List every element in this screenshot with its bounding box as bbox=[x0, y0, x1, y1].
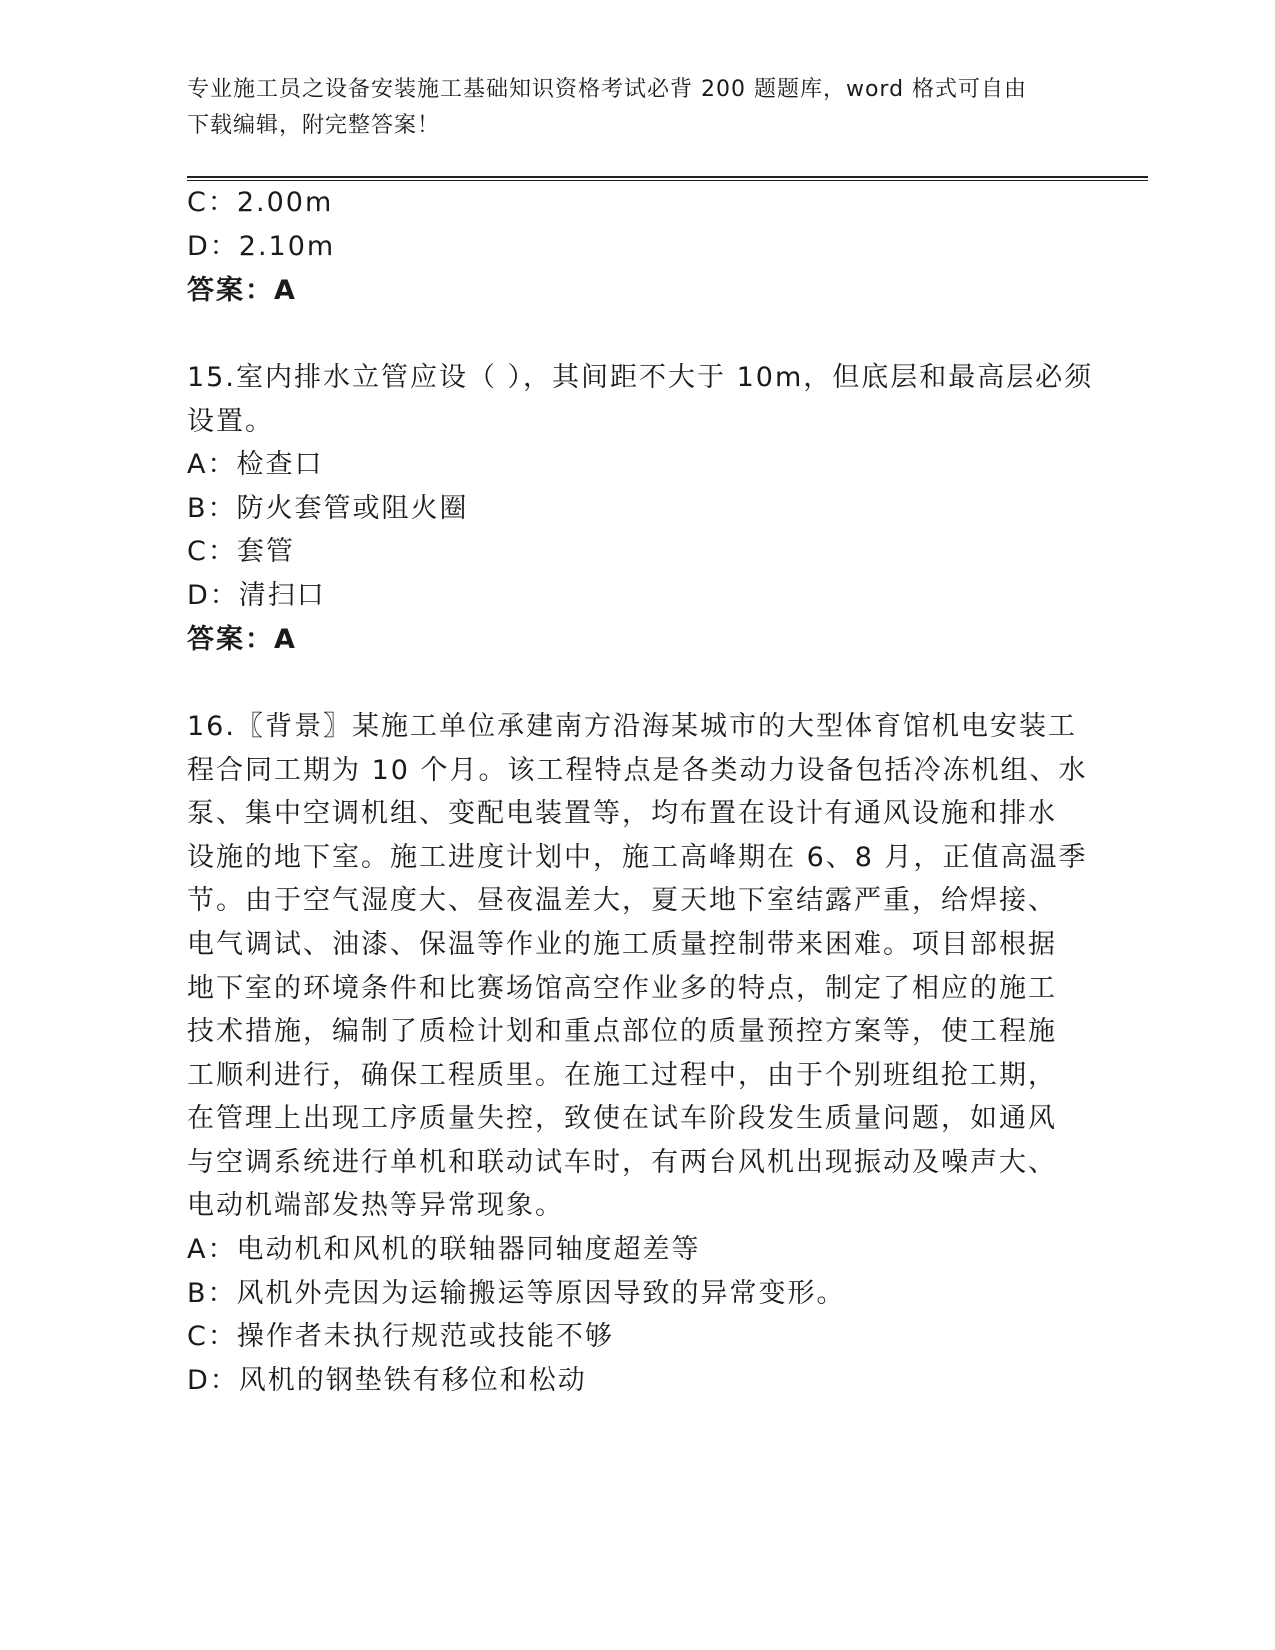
q16-stem-line: 16.〖背景〗某施工单位承建南方沿海某城市的大型体育馆机电安装工 bbox=[187, 711, 1077, 742]
option-text: 2.00m bbox=[236, 187, 334, 218]
q16-option-b bbox=[187, 1272, 846, 1316]
option-letter: C： bbox=[187, 187, 237, 218]
option-text: 2.10m bbox=[238, 231, 336, 262]
q15-answer: 答案：A bbox=[187, 624, 297, 655]
q15-stem-line2: 设置。 bbox=[187, 406, 274, 437]
q15-stem-line1: 15.室内排水立管应设（ ），其间距不大于 10m，但底层和最高层必须 bbox=[187, 362, 1094, 393]
q16-stem-line: 设施的地下室。施工进度计划中，施工高峰期在 6、8 月，正值高温季 bbox=[187, 842, 1088, 873]
option-text: 清扫口 bbox=[238, 580, 326, 611]
q16-option-d bbox=[187, 1359, 587, 1403]
q16-stem-line: 在管理上出现工序质量失控，致使在试车阶段发生质量问题，如通风 bbox=[187, 1103, 1057, 1134]
option-text: 防火套管或阻火圈 bbox=[236, 493, 469, 524]
option-letter: D： bbox=[187, 580, 239, 611]
q14-answer: 答案：A bbox=[187, 275, 297, 306]
q16-stem-line: 电气调试、油漆、保温等作业的施工质量控制带来困难。项目部根据 bbox=[187, 929, 1057, 960]
q16-stem-line: 节。由于空气湿度大、昼夜温差大，夏天地下室结露严重，给焊接、 bbox=[187, 885, 1057, 916]
option-letter: D： bbox=[187, 231, 239, 262]
q15-option-a bbox=[187, 443, 323, 487]
q16-stem-line: 与空调系统进行单机和联动试车时，有两台风机出现振动及噪声大、 bbox=[187, 1147, 1057, 1178]
header-title-line1: 专业施工员之设备安装施工基础知识资格考试必背 200 题题库，word 格式可自由 bbox=[187, 77, 1028, 102]
q14-option-c bbox=[187, 181, 333, 225]
q16-stem-line: 泵、集中空调机组、变配电装置等，均布置在设计有通风设施和排水 bbox=[187, 798, 1057, 829]
option-letter: B： bbox=[187, 493, 237, 524]
q15-option-d bbox=[187, 574, 326, 618]
option-text: 检查口 bbox=[236, 449, 324, 480]
option-text: 操作者未执行规范或技能不够 bbox=[236, 1321, 614, 1352]
q15-option-b bbox=[187, 487, 469, 531]
q16-stem-line: 技术措施，编制了质检计划和重点部位的质量预控方案等，使工程施 bbox=[187, 1016, 1057, 1047]
q14-option-d bbox=[187, 225, 335, 269]
option-letter: D： bbox=[187, 1365, 239, 1396]
q16-stem-line: 电动机端部发热等异常现象。 bbox=[187, 1190, 564, 1221]
header-title-line2: 下载编辑，附完整答案！ bbox=[187, 113, 441, 138]
q16-option-a bbox=[187, 1228, 700, 1272]
option-letter: C： bbox=[187, 536, 237, 567]
option-text: 套管 bbox=[236, 536, 295, 567]
option-letter: A： bbox=[187, 449, 237, 480]
option-letter: A： bbox=[187, 1234, 237, 1265]
q15-option-c bbox=[187, 530, 295, 574]
option-text: 电动机和风机的联轴器同轴度超差等 bbox=[236, 1234, 701, 1265]
option-letter: C： bbox=[187, 1321, 237, 1352]
document-header bbox=[187, 72, 1087, 144]
q16-stem-line: 程合同工期为 10 个月。该工程特点是各类动力设备包括冷冻机组、水 bbox=[187, 755, 1088, 786]
q16-stem-line: 地下室的环境条件和比赛场馆高空作业多的特点，制定了相应的施工 bbox=[187, 973, 1057, 1004]
q16-stem-line: 工顺利进行，确保工程质里。在施工过程中，由于个别班组抢工期， bbox=[187, 1060, 1057, 1091]
option-text: 风机的钢垫铁有移位和松动 bbox=[238, 1365, 587, 1396]
q16-option-c bbox=[187, 1315, 614, 1359]
option-letter: B： bbox=[187, 1278, 237, 1309]
option-text: 风机外壳因为运输搬运等原因导致的异常变形。 bbox=[236, 1278, 846, 1309]
